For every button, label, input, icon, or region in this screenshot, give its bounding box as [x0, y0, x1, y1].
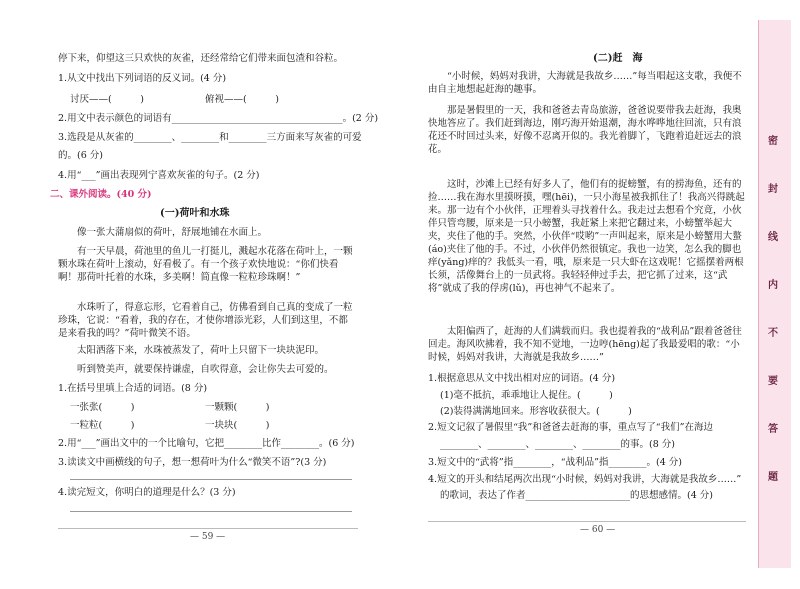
question-3-b: 的。(6 分) — [58, 150, 103, 161]
margin-char: 答 — [768, 424, 778, 435]
seal-line-strip — [758, 20, 791, 568]
sub-question-4: 4.读完短文，你明白的道理是什么？(3 分) — [58, 487, 236, 498]
footer-rule — [58, 528, 358, 529]
intro-line: 停下来，仰望这三只欢快的灰雀，还经常给它们带来面包渣和谷粒。 — [58, 53, 344, 64]
question-2-a: 2.短文记叙了暑假里“我”和爸爸去赶海的事，重点写了“我们”在海边 — [428, 422, 713, 433]
sub-question-3: 3.读读文中画横线的句子，想一想荷叶为什么“微笑不语”?(3 分) — [58, 457, 327, 468]
paragraph-2: 那是暑假里的一天，我和爸爸去青岛旅游，爸爸说要带我去赶海，我奥快地答应了。我们赶到海边，刚巧海开始退潮，海水哗哗地往回流，只有浪花还不时回过头来，好像不忍离开似的。我光着脚丫，飞跑着追赶远去的浪花。 — [428, 105, 742, 155]
paragraph-3: 这时，沙滩上已经有好多人了，他们有的捉螃蟹，有的捞海鱼，还有的捡……我在海水里摸呀摸，嘿(hēi)，一只小海星被我抓住了！我高兴得跳起来。那一边有个小伙伴，正埋着头寻找着什么。我走过去想看个究竟，小伙伴只管弯腰，原来是一只小螃蟹，我赶紧上来把它翻过来，小螃蟹举起大夹，夹住了他的手。突然，小伙伴“哎哟”一声叫起来，原来是小螃蟹用大螯(áo)夹住了他的手。不过，小伙伴仍然很镇定。我也一边笑，怎么我的脚也痒(yǎng)痒的？我低头一看，哦，原来是一只大虾在这戏呢！它摇摆着两根长须，活像舞台上的一员武将。我轻轻伸过手去，把它抓了过来，这“武将”就成了我的俘虏(lǔ)，再也神气不起来了。 — [428, 179, 745, 294]
paragraph-1: 像一张大蒲扇似的荷叶，舒展地铺在水面上。 — [77, 227, 268, 238]
margin-char: 要 — [768, 376, 778, 387]
question-1-b: 俯视——( ) — [205, 94, 279, 105]
question-1: 1.根据意思从文中找出相对应的词语。(4 分) — [428, 373, 616, 384]
question-3: 3.短文中的“武将”指________，“战利品”指________。(4 分) — [428, 457, 682, 468]
sub-question-2: 2.用“___”画出文中的一个比喻句，它把________比作________。(6 分) — [58, 438, 355, 449]
margin-char: 密 — [768, 136, 778, 147]
question-3-a: 3.选段是从灰雀的________、________和________三方面来写灰雀的可爱 — [58, 132, 362, 143]
paragraph-5: 听到赞美声，就要保持谦虚，自吹得意，会让你失去可爱的。 — [77, 364, 334, 375]
sub-question-1-c: 一粒粒( ) — [70, 420, 135, 431]
question-1-a: (1)毫不抵抗，乖乖地让人捉住。( ) — [440, 390, 613, 401]
margin-char: 封 — [768, 184, 778, 195]
passage-title: (二)赶 海 — [593, 53, 643, 64]
question-4-b: 的歌词，表达了作者______________________的思想感情。(4 分) — [440, 490, 713, 501]
paragraph-4: 太阳偏西了，赶海的人们满载而归。我也提着我的“战利品”跟着爸爸往回走。海风吹拂着，我不知不觉地，一边哼(hēng)起了我最爱唱的歌：“小时候，妈妈对我讲，大海就是我故乡……” — [428, 326, 742, 363]
section-heading: 二、课外阅读。(40 分) — [50, 189, 152, 200]
sub-question-1-b: 一颗颗( ) — [205, 402, 270, 413]
question-2: 2.用文中表示颜色的词语有____________________________________。(2 分) — [58, 113, 379, 124]
question-2-b: ________、________、________、________的事。(8 分) — [440, 439, 675, 450]
paragraph-2: 有一天早晨，荷池里的鱼儿一打挺儿，溅起水花落在荷叶上，一颗颗水珠在荷叶上滚动，好看极了。有一个孩子欢快地说：“你们快看啊！那荷叶托着的水珠，多美啊！简直像一粒粒珍珠啊！” — [58, 246, 353, 283]
paragraph-1: “小时候，妈妈对我讲，大海就是我故乡……”每当唱起这支歌，我便不由自主地想起赶海的趣事。 — [428, 71, 742, 95]
question-1-b: (2)装得满满地回来。形容收获很大。( ) — [440, 406, 632, 417]
margin-char: 题 — [768, 472, 778, 483]
sub-question-1: 1.在括号里填上合适的词语。(8 分) — [58, 383, 208, 394]
answer-line — [70, 479, 352, 480]
page-number: — 59 — — [190, 532, 226, 542]
margin-char: 线 — [768, 232, 778, 243]
margin-char: 内 — [768, 280, 778, 291]
answer-line — [70, 511, 352, 512]
sub-question-1-a: 一张张( ) — [70, 402, 135, 413]
question-4: 4.用“___”画出表现列宁喜欢灰雀的句子。(2 分) — [58, 170, 260, 181]
page-number: — 60 — — [580, 525, 616, 535]
question-4-a: 4.短文的开头和结尾两次出现“小时候，妈妈对我讲，大海就是我故乡……” — [428, 474, 742, 485]
sub-question-1-d: 一块块( ) — [205, 420, 270, 431]
margin-char: 不 — [768, 328, 778, 339]
passage-title: (一)荷叶和水珠 — [160, 208, 230, 219]
paragraph-4: 太阳洒落下来，水珠被蒸发了，荷叶上只留下一块块泥印。 — [77, 345, 325, 356]
footer-rule — [428, 521, 746, 522]
paragraph-3: 水珠听了，得意忘形，它看着自己，仿佛看到自己真的变成了一粒珍珠，它说：“看着，我的存在，才使你增添光彩，人们到这里，不都是来看我的吗？”荷叶微笑不语。 — [58, 302, 353, 339]
question-1: 1.从文中找出下列词语的反义词。(4 分) — [58, 73, 227, 84]
right-page — [400, 0, 800, 589]
question-1-a: 讨厌——( ) — [70, 94, 144, 105]
